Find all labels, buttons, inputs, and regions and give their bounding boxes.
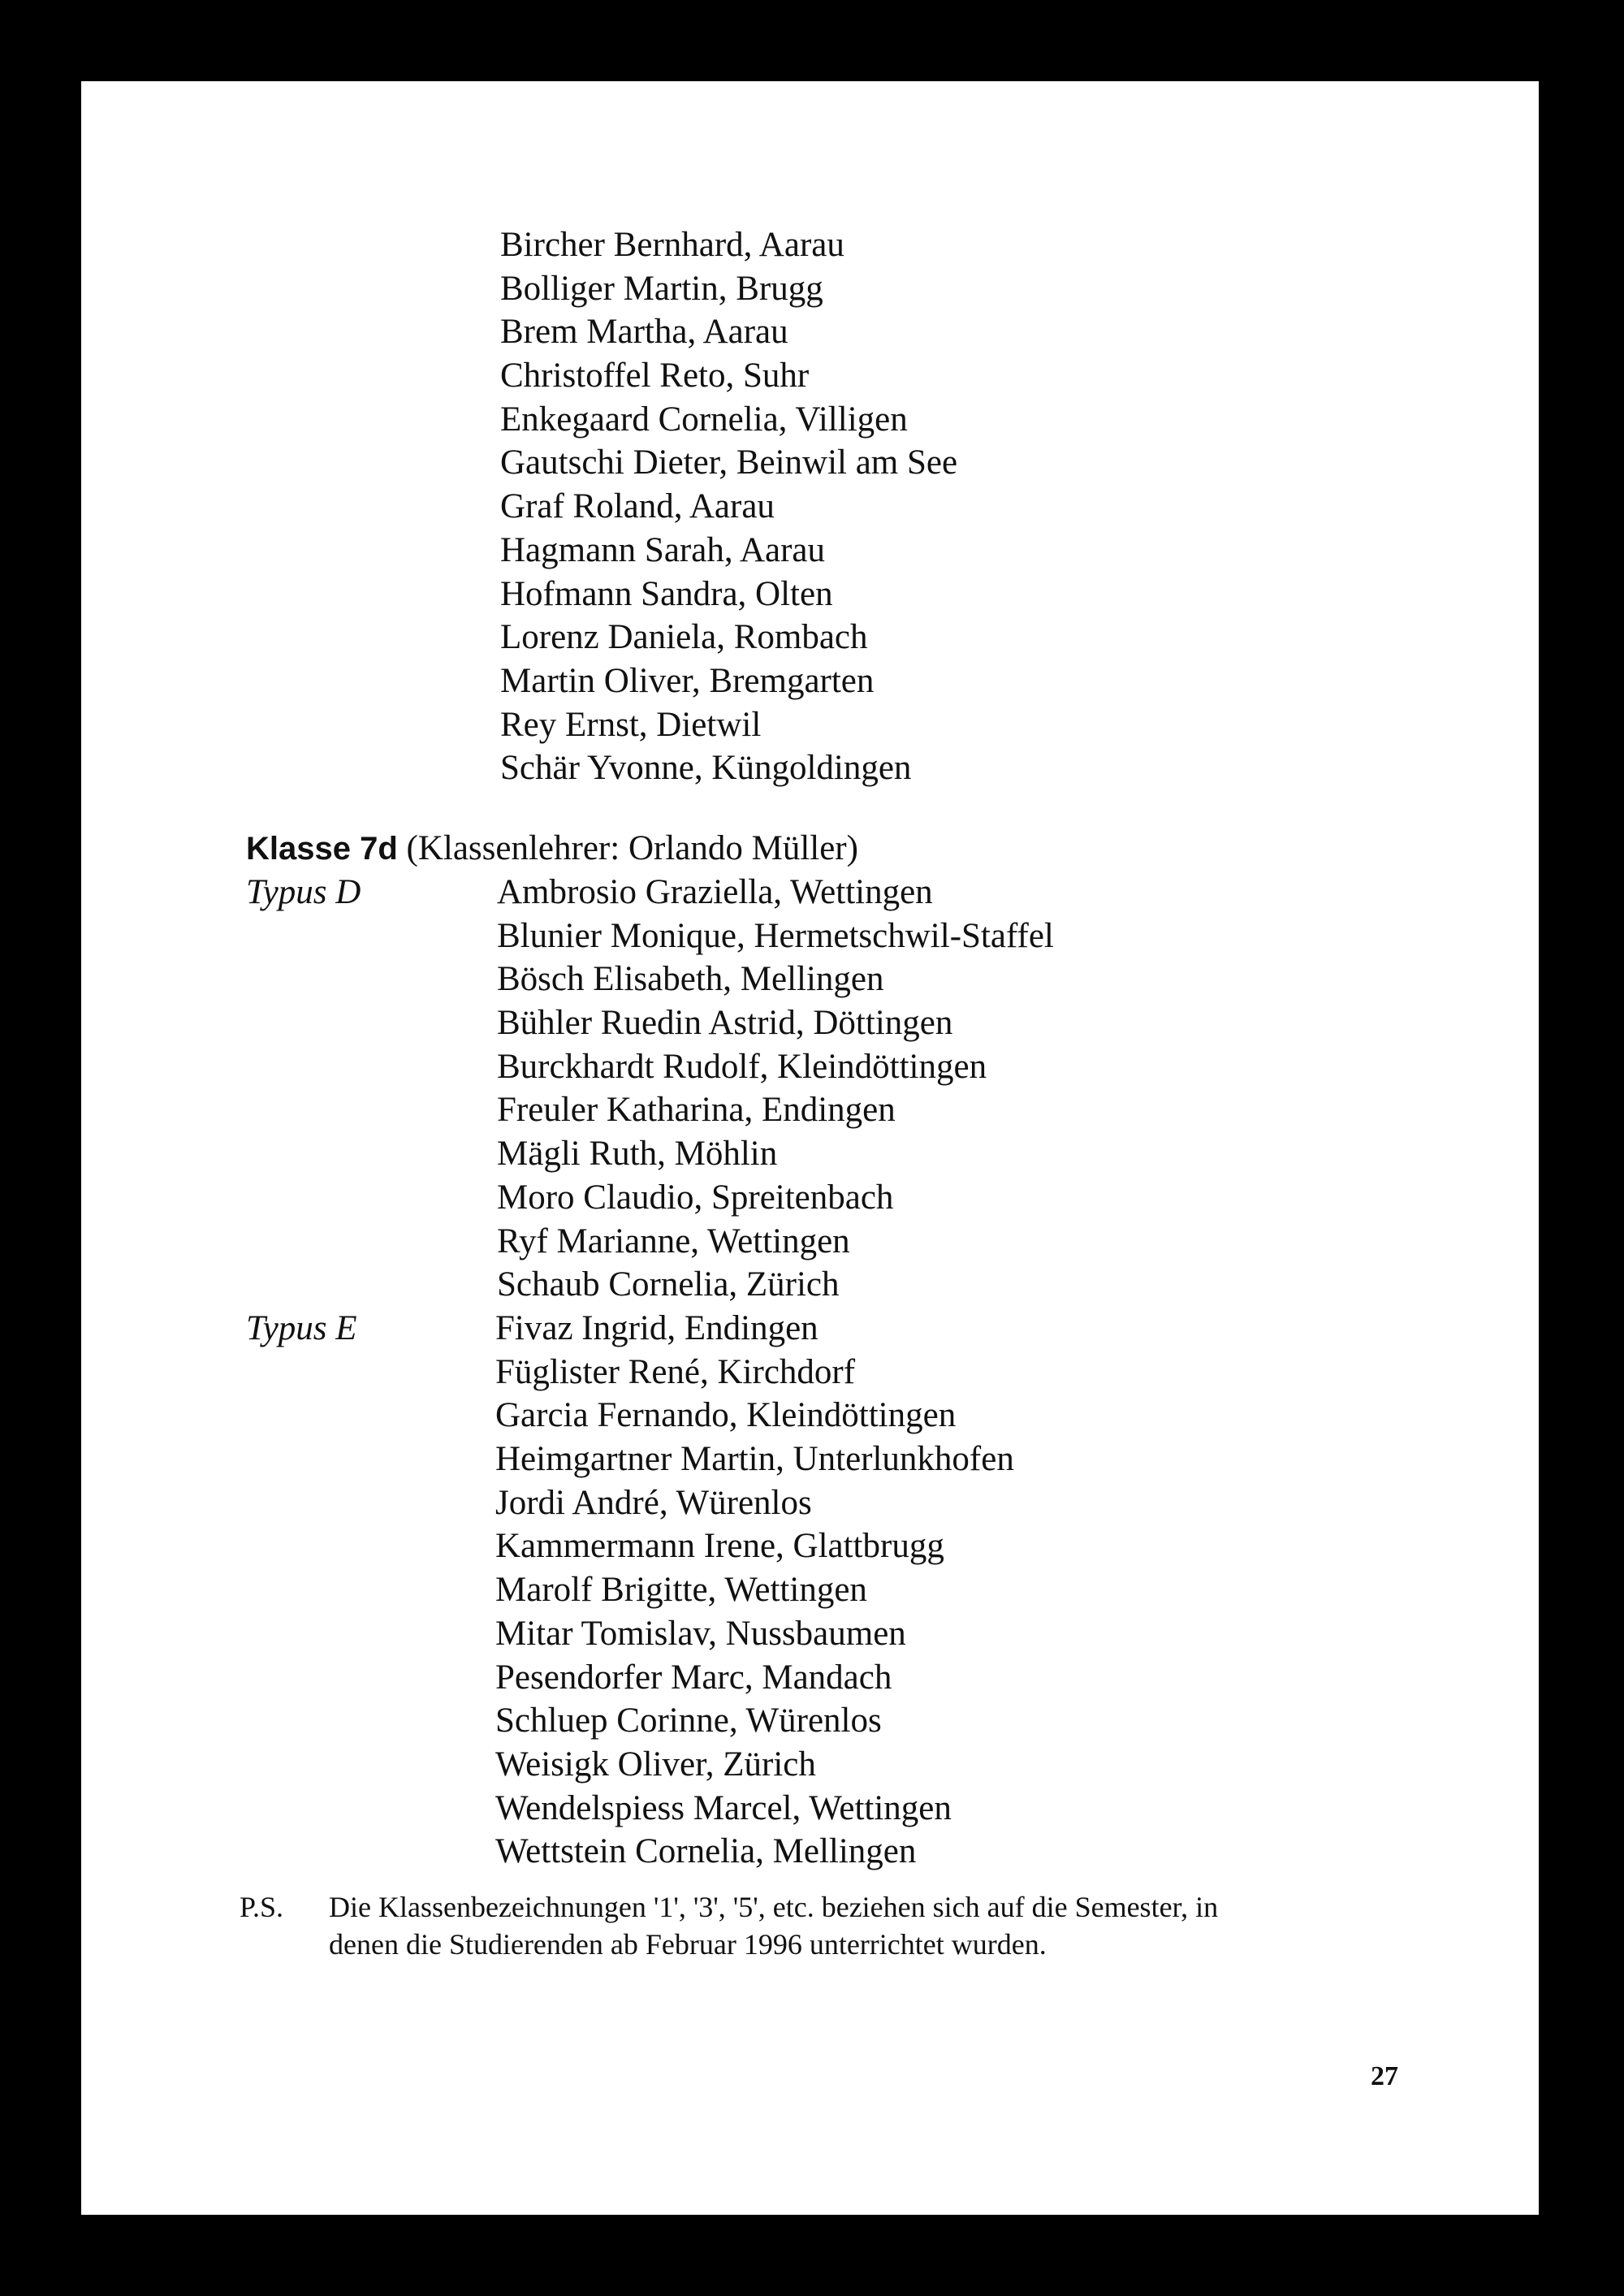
list-item: Enkegaard Cornelia, Villigen — [500, 400, 908, 439]
list-item: Ryf Marianne, Wettingen — [497, 1222, 850, 1260]
list-item: Freuler Katharina, Endingen — [497, 1091, 896, 1130]
footnote-label: P.S. — [240, 1891, 284, 1923]
list-item: Heimgartner Martin, Unterlunkhofen — [495, 1440, 1014, 1479]
list-item: Kammermann Irene, Glattbrugg — [495, 1527, 944, 1566]
footnote-text — [329, 1888, 1384, 1963]
student-list-previous-class — [500, 223, 957, 790]
student-list-typus-d — [497, 871, 1054, 1307]
list-item: Gautschi Dieter, Beinwil am See — [500, 443, 958, 482]
page-number: 27 — [1371, 2061, 1398, 2091]
typus-e-label: Typus E — [246, 1309, 357, 1347]
list-item: Bühler Ruedin Astrid, Döttingen — [497, 1004, 953, 1043]
class-teacher-note: (Klassenlehrer: Orlando Müller) — [406, 829, 858, 867]
list-item: Ambrosio Graziella, Wettingen — [497, 873, 933, 911]
list-item: Graf Roland, Aarau — [500, 487, 775, 526]
list-item: Jordi André, Würenlos — [495, 1483, 812, 1522]
list-item: Bolliger Martin, Brugg — [500, 269, 823, 308]
list-item: Blunier Monique, Hermetschwil-Staffel — [497, 916, 1054, 955]
list-item: Schluep Corinne, Würenlos — [495, 1701, 882, 1740]
list-item: Hofmann Sandra, Olten — [500, 574, 833, 613]
list-item: Rey Ernst, Dietwil — [500, 705, 762, 744]
list-item: Fivaz Ingrid, Endingen — [495, 1309, 818, 1347]
list-item: Schär Yvonne, Küngoldingen — [500, 749, 912, 788]
footnote-line-1: Die Klassenbezeichnungen '1', '3', '5', etc. beziehen sich auf die Semester, in — [329, 1891, 1219, 1923]
list-item: Garcia Fernando, Kleindöttingen — [495, 1396, 957, 1435]
list-item: Mitar Tomislav, Nussbaumen — [495, 1614, 906, 1653]
typus-d-label: Typus D — [246, 873, 361, 911]
list-item: Christoffel Reto, Suhr — [500, 357, 810, 396]
list-item: Mägli Ruth, Möhlin — [497, 1135, 778, 1174]
student-list-typus-e — [495, 1307, 1014, 1874]
list-item: Bircher Bernhard, Aarau — [500, 226, 844, 264]
list-item: Weisigk Oliver, Zürich — [495, 1745, 816, 1784]
list-item: Burckhardt Rudolf, Kleindöttingen — [497, 1047, 987, 1086]
list-item: Wendelspiess Marcel, Wettingen — [495, 1788, 952, 1827]
list-item: Pesendorfer Marc, Mandach — [495, 1658, 892, 1697]
list-item: Füglister René, Kirchdorf — [495, 1352, 856, 1391]
list-item: Schaub Cornelia, Zürich — [497, 1265, 840, 1304]
list-item: Martin Oliver, Bremgarten — [500, 661, 875, 700]
list-item: Wettstein Cornelia, Mellingen — [495, 1832, 917, 1871]
list-item: Bösch Elisabeth, Mellingen — [497, 960, 884, 999]
list-item: Brem Martha, Aarau — [500, 313, 788, 352]
document-page — [81, 81, 1539, 2215]
class-heading — [246, 827, 858, 871]
footnote-line-2: denen die Studierenden ab Februar 1996 unterrichtet wurden. — [329, 1928, 1047, 1961]
list-item: Hagmann Sarah, Aarau — [500, 530, 825, 569]
list-item: Moro Claudio, Spreitenbach — [497, 1178, 894, 1217]
list-item: Marolf Brigitte, Wettingen — [495, 1571, 867, 1610]
class-label: Klasse 7d — [246, 831, 398, 867]
list-item: Lorenz Daniela, Rombach — [500, 618, 868, 657]
